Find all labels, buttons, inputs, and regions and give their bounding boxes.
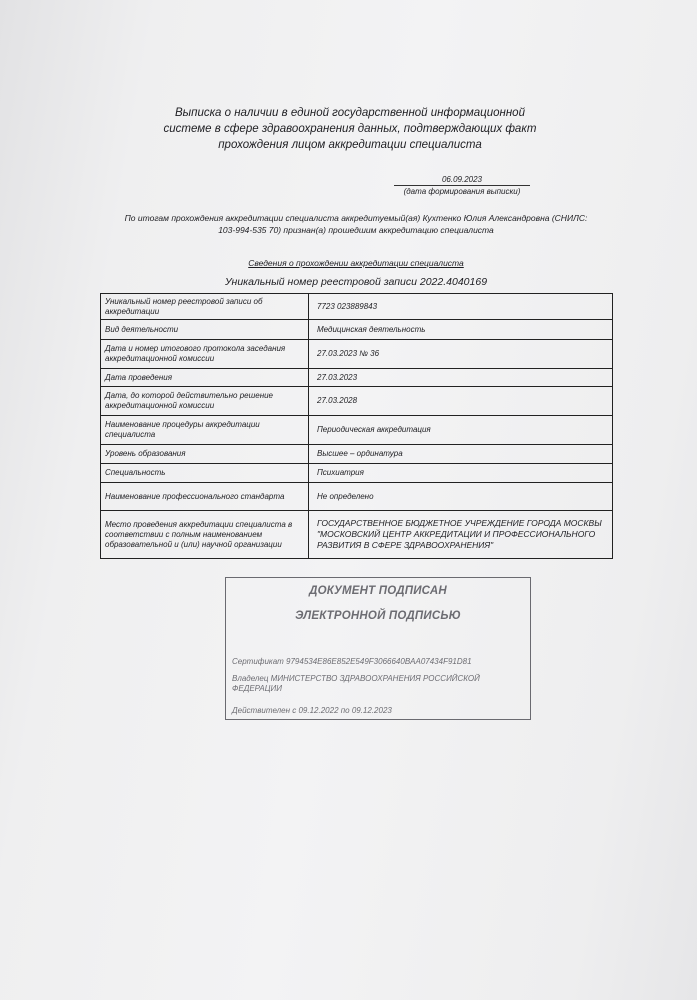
table-row: [101, 340, 613, 369]
row-value: Не определено: [309, 483, 613, 511]
stamp-title-line-1: ДОКУМЕНТ ПОДПИСАН: [309, 585, 447, 597]
row-value: Психиатрия: [309, 464, 613, 483]
row-label: Специальность: [101, 464, 309, 483]
title-line-3: прохождения лицом аккредитации специалиста: [218, 139, 482, 151]
stamp-certificate: Сертификат 9794534E86E852E549F3066640BAA07434F91D81: [232, 657, 472, 666]
table-row: [101, 416, 613, 445]
intro-line-1: По итогам прохождения аккредитации специалиста аккредитуемый(ая) Кухтенко Юлия Александровна (СНИЛС:: [124, 213, 588, 223]
table-row: [101, 511, 613, 559]
table-row: [101, 445, 613, 464]
title-line-1: Выписка о наличии в единой государственной информационной: [175, 107, 525, 119]
formation-date-caption: (дата формирования выписки): [403, 187, 521, 196]
row-label: Наименование процедуры аккредитации специалиста: [101, 416, 309, 445]
row-value: Медицинская деятельность: [309, 320, 613, 340]
row-value: ГОСУДАРСТВЕННОЕ БЮДЖЕТНОЕ УЧРЕЖДЕНИЕ ГОРОДА МОСКВЫ "МОСКОВСКИЙ ЦЕНТР АККРЕДИТАЦИИ И ПРОФЕССИОНАЛЬНОГО РАЗВИТИЯ В СФЕРЕ ЗДРАВООХРАНЕНИЯ": [309, 511, 613, 559]
row-value: 27.03.2028: [309, 387, 613, 416]
row-label: Уровень образования: [101, 445, 309, 464]
formation-date-block: [394, 175, 530, 196]
row-value: 27.03.2023: [309, 369, 613, 387]
row-value: 27.03.2023 № 36: [309, 340, 613, 369]
electronic-signature-stamp: [225, 577, 531, 720]
document-title: [150, 105, 550, 153]
intro-paragraph: [100, 213, 612, 236]
row-label: Дата проведения: [101, 369, 309, 387]
row-label: Место проведения аккредитации специалиста в соответствии с полным наименованием образовательной и (или) научной организации: [101, 511, 309, 559]
intro-line-2: 103-994-535 70) признан(а) прошедшим аккредитацию специалиста: [218, 224, 494, 235]
table-row: [101, 369, 613, 387]
registry-number-line: Уникальный номер реестровой записи 2022.4040169: [224, 276, 488, 288]
table-row: [101, 464, 613, 483]
row-label: Наименование профессионального стандарта: [101, 483, 309, 511]
row-value: Высшее – ординатура: [309, 445, 613, 464]
row-value: 7723 023889843: [309, 294, 613, 320]
row-label: Вид деятельности: [101, 320, 309, 340]
row-value: Периодическая аккредитация: [309, 416, 613, 445]
title-line-2: системе в сфере здравоохранения данных, подтверждающих факт: [163, 123, 537, 135]
table-row: [101, 320, 613, 340]
stamp-title-line-2: ЭЛЕКТРОННОЙ ПОДПИСЬЮ: [295, 610, 461, 622]
table-row: [101, 483, 613, 511]
row-label: Уникальный номер реестровой записи об аккредитации: [101, 294, 309, 320]
row-label: Дата и номер итогового протокола заседания аккредитационной комиссии: [101, 340, 309, 369]
stamp-validity: Действителен с 09.12.2022 по 09.12.2023: [232, 706, 392, 715]
formation-date: 06.09.2023: [394, 175, 530, 186]
table-row: [101, 294, 613, 320]
table-row: [101, 387, 613, 416]
accreditation-details-table: [100, 293, 613, 559]
row-label: Дата, до которой действительно решение аккредитационной комиссии: [101, 387, 309, 416]
stamp-owner: Владелец МИНИСТЕРСТВО ЗДРАВООХРАНЕНИЯ РОССИЙСКОЙ ФЕДЕРАЦИИ: [232, 674, 480, 693]
info-heading: Сведения о прохождении аккредитации специалиста: [248, 258, 464, 268]
